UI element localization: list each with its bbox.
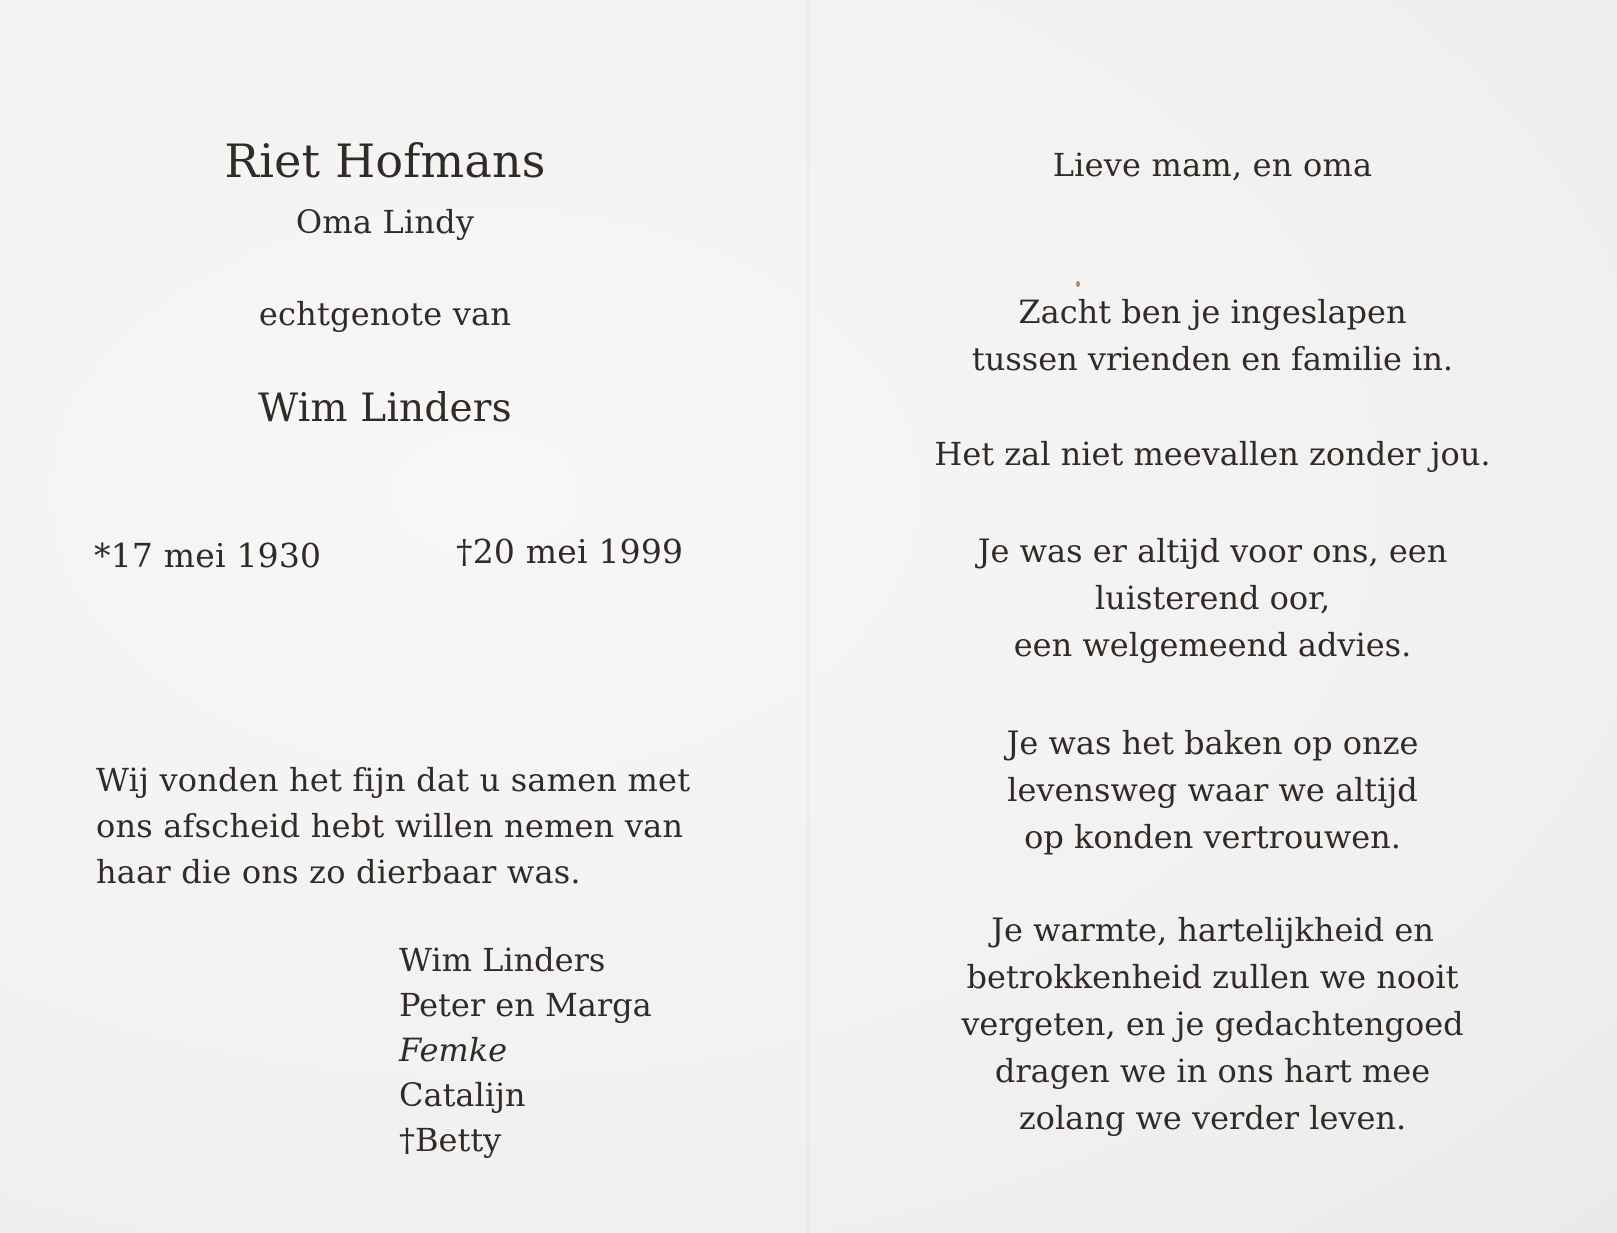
birth-date: *17 mei 1930	[94, 536, 322, 575]
nickname: Oma Lindy	[295, 203, 475, 241]
poem-stanza: Je was er altijd voor ons, een luisterend oor, een welgemeend advies.	[977, 532, 1448, 664]
spouse-prefix: echtgenote van	[258, 295, 512, 333]
thanks-message: Wij vonden het fijn dat u samen met ons afscheid hebt willen nemen van haar die ons zo dierbaar was.	[96, 761, 691, 891]
poem-stanza: Het zal niet meevallen zonder jou.	[934, 435, 1491, 473]
death-date: †20 mei 1999	[456, 532, 684, 571]
poem-stanza: Je warmte, hartelijkheid en betrokkenheid zullen we nooit vergeten, en je gedachtengoed dragen we in ons hart mee zolang we verder leven.	[961, 911, 1464, 1137]
family-member: Catalijn	[399, 1076, 526, 1114]
greeting: Lieve mam, en oma	[1052, 146, 1373, 184]
family-list	[399, 938, 652, 1163]
deceased-name: Riet Hofmans	[224, 134, 546, 188]
paper-speck	[1076, 281, 1080, 287]
left-page	[0, 0, 808, 1233]
family-member: Peter en Marga	[399, 986, 652, 1024]
family-member: Femke	[399, 1031, 508, 1069]
poem-stanza: Je was het baken op onze levensweg waar we altijd op konden vertrouwen.	[1006, 724, 1419, 856]
spouse-name: Wim Linders	[258, 386, 512, 431]
poem-stanza: Zacht ben je ingeslapen tussen vrienden en familie in.	[971, 293, 1454, 378]
right-page	[808, 0, 1617, 1233]
family-member: †Betty	[399, 1121, 502, 1159]
family-member: Wim Linders	[399, 941, 606, 979]
